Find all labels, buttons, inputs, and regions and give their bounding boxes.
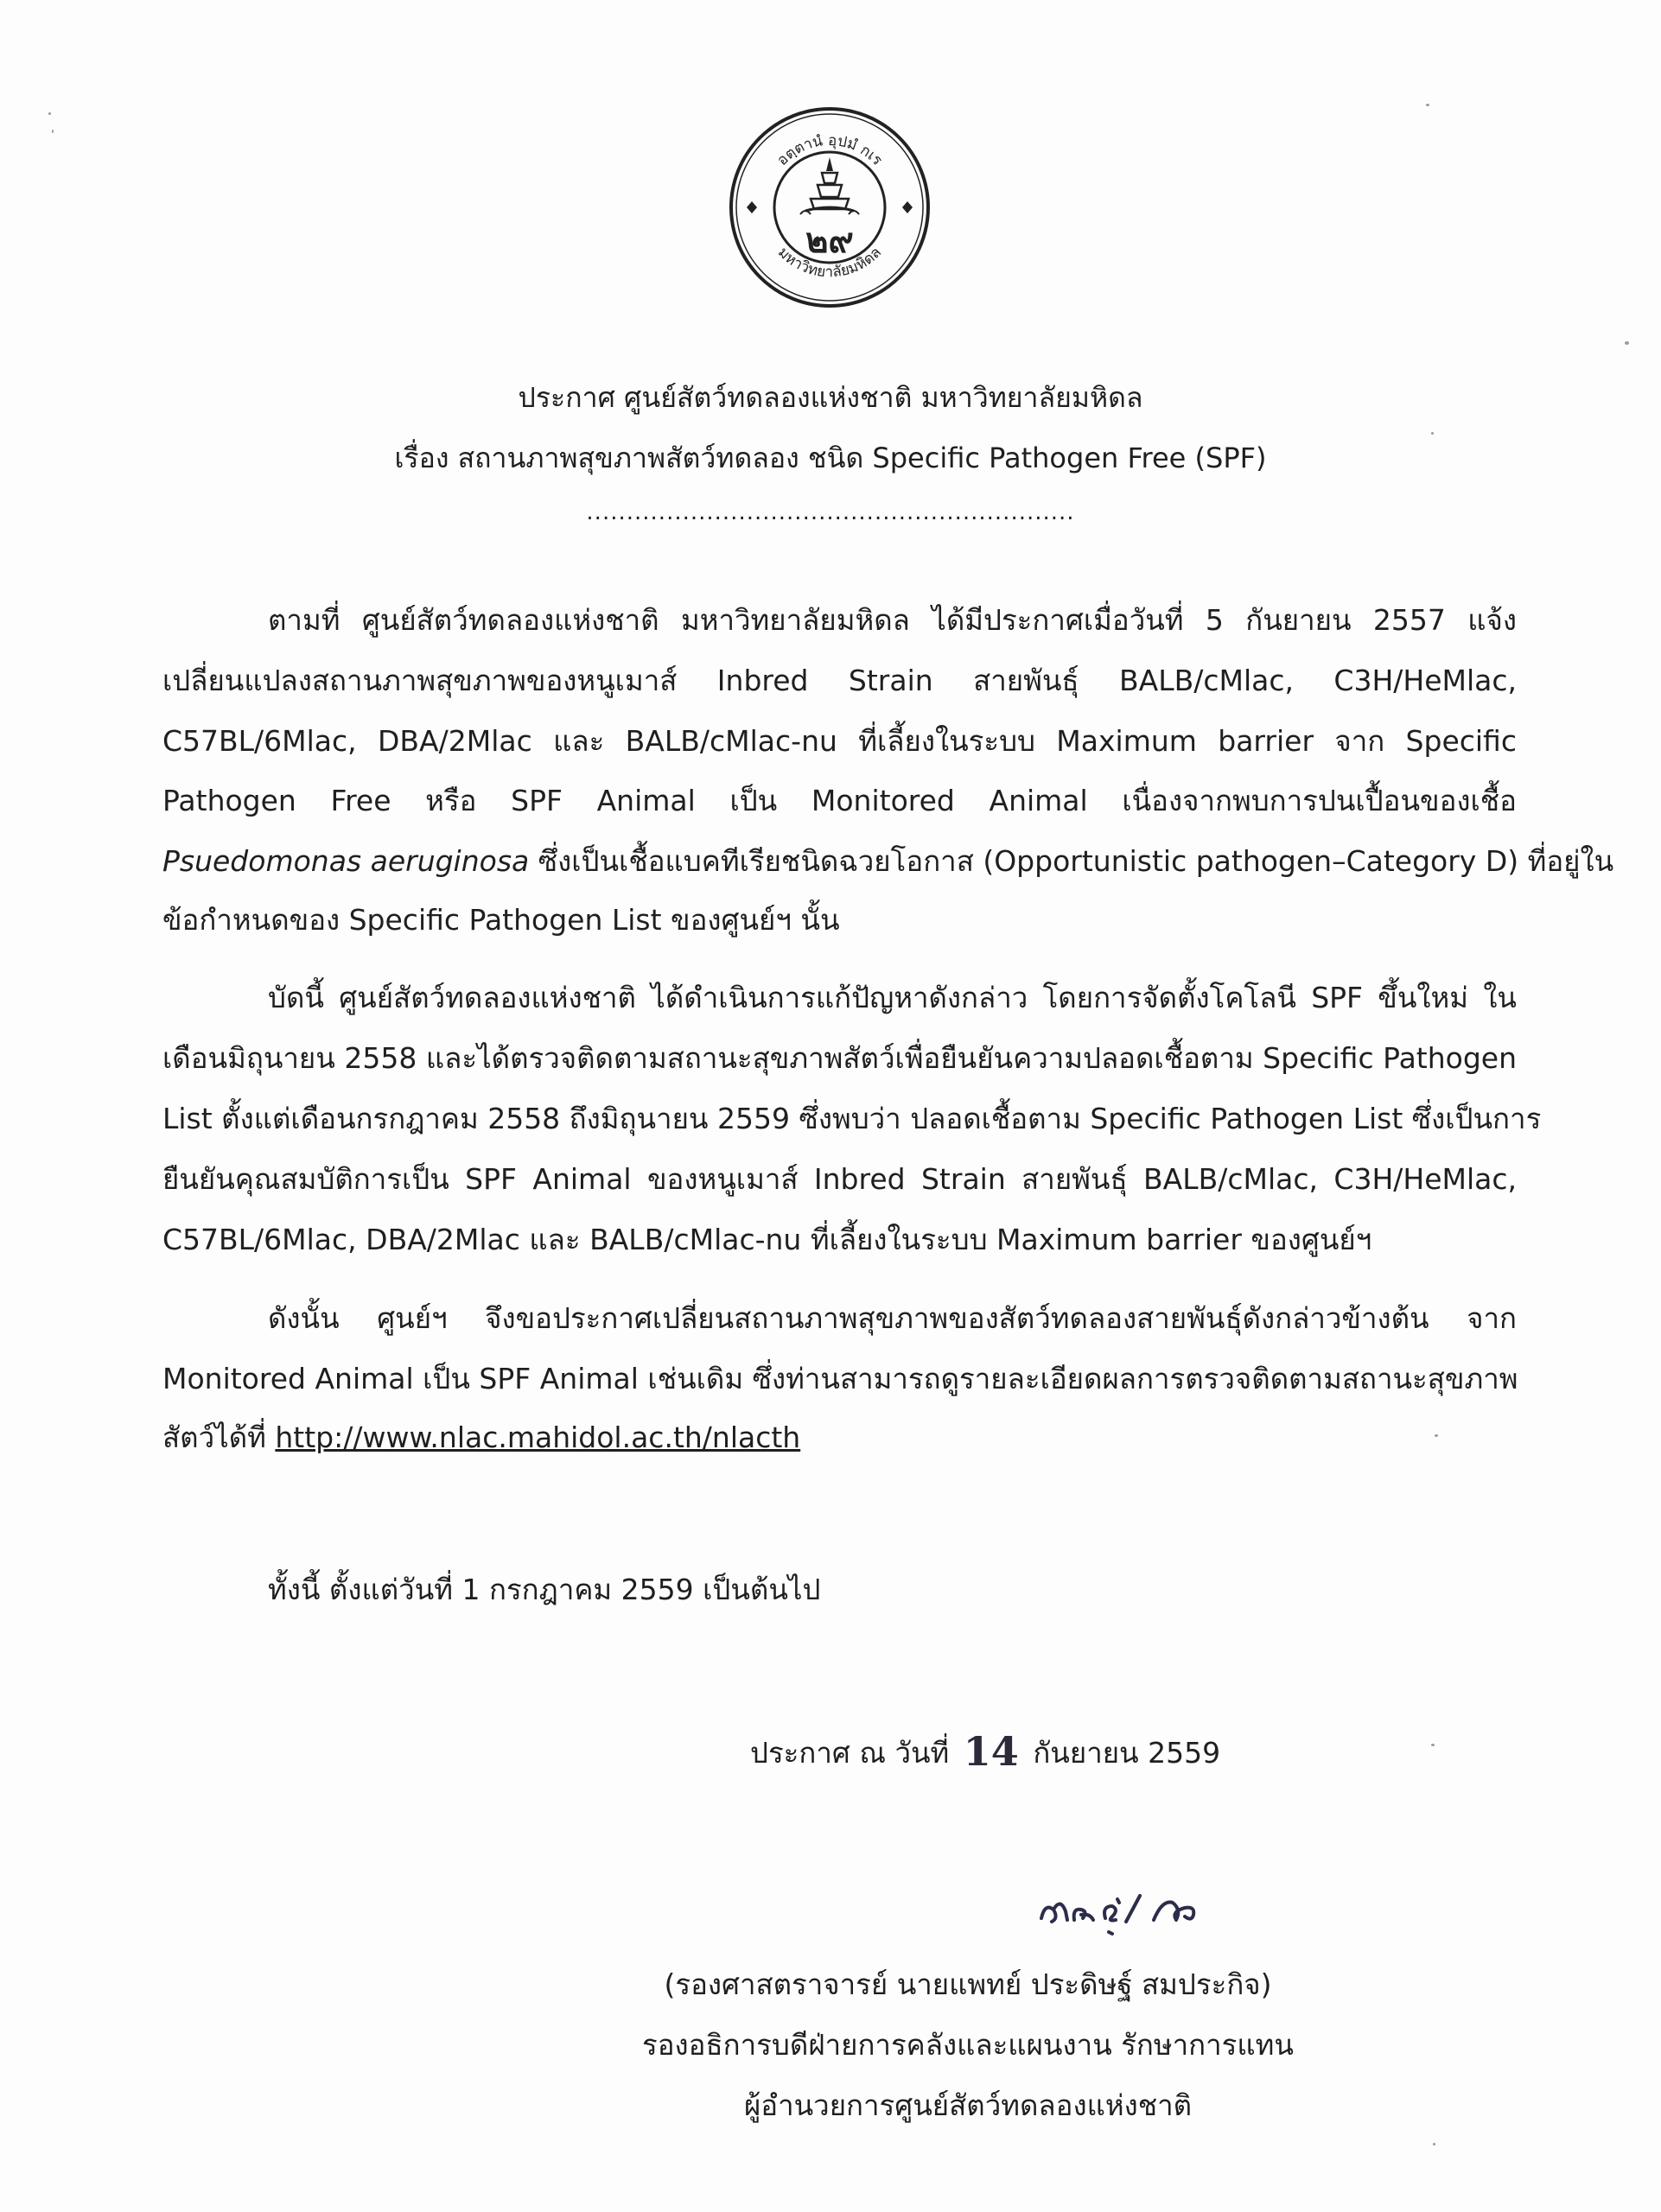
effective-date: ทั้งนี้ ตั้งแต่วันที่ 1 กรกฎาคม 2559 เป็นต้นไป [268, 1573, 821, 1606]
seal-emblem-icon [726, 104, 933, 311]
scan-speck [48, 112, 51, 115]
scan-speck [52, 130, 54, 133]
scan-speck [1433, 2143, 1435, 2145]
paragraph-1-line-5 [162, 844, 1614, 879]
paragraph-2-line-1: บัดนี้ ศูนย์สัตว์ทดลองแห่งชาติ ได้ดำเนินการแก้ปัญหาดังกล่าว โดยการจัดตั้งโคโลนี SPF ขึ้นใหม่ ใน [268, 981, 1517, 1014]
announcement-subject: เรื่อง สถานภาพสุขภาพสัตว์ทดลอง ชนิด Specific Pathogen Free (SPF) [394, 442, 1267, 474]
paragraph-3-line-3-prefix: สัตว์ได้ที่ [162, 1421, 276, 1454]
scan-speck [1431, 1744, 1435, 1746]
paragraph-1-line-6: ข้อกำหนดของ Specific Pathogen List ของศูนย์ฯ นั้น [162, 903, 840, 937]
header-divider: ............................................................. [586, 499, 1075, 525]
handwritten-signature [1033, 1858, 1292, 1953]
scan-speck [1435, 1434, 1438, 1437]
announcement-date-suffix: กันยายน 2559 [1033, 1736, 1221, 1770]
announcement-date-day: 14 [963, 1728, 1019, 1775]
signature-scribble-icon [1033, 1858, 1292, 1953]
announcement-date [750, 1728, 1220, 1776]
signatory-position: รองอธิการบดีฝ่ายการคลังและแผนงาน รักษาการแทน [642, 2028, 1294, 2062]
paragraph-1-line-2: เปลี่ยนแปลงสถานภาพสุขภาพของหนูเมาส์ Inbred Strain สายพันธุ์ BALB/cMlac, C3H/HeMlac, [162, 664, 1517, 697]
scan-speck [1625, 341, 1629, 345]
paragraph-1-line-3: C57BL/6Mlac, DBA/2Mlac และ BALB/cMlac-nu ที่เลี้ยงในระบบ Maximum barrier จาก Specific [162, 724, 1517, 758]
scan-speck [1431, 432, 1434, 435]
seal-motto-text: อตฺตานํ อุปมํ กเร [773, 131, 886, 169]
paragraph-2-line-4: ยืนยันคุณสมบัติการเป็น SPF Animal ของหนูเมาส์ Inbred Strain สายพันธุ์ BALB/cMlac, C3H/HeMlac, [162, 1162, 1517, 1196]
announcement-title: ประกาศ ศูนย์สัตว์ทดลองแห่งชาติ มหาวิทยาลัยมหิดล [518, 381, 1143, 414]
paragraph-2-line-5: C57BL/6Mlac, DBA/2Mlac และ BALB/cMlac-nu ที่เลี้ยงในระบบ Maximum barrier ของศูนย์ฯ [162, 1223, 1372, 1256]
nlac-website-link[interactable]: http://www.nlac.mahidol.ac.th/nlacth [275, 1421, 801, 1454]
scan-speck [1426, 104, 1429, 106]
paragraph-3-line-3 [162, 1421, 800, 1455]
signatory-name: (รองศาสตราจารย์ นายแพทย์ ประดิษฐ์ สมประกิจ) [664, 1967, 1272, 2001]
announcement-date-prefix: ประกาศ ณ วันที่ [750, 1736, 950, 1770]
paragraph-1-line-4: Pathogen Free หรือ SPF Animal เป็น Monitored Animal เนื่องจากพบการปนเปื้อนของเชื้อ [162, 784, 1517, 817]
seal-numeral-text: ๒๙ [805, 220, 854, 261]
university-seal [726, 104, 933, 311]
paragraph-2-line-3: List ตั้งแต่เดือนกรกฎาคม 2558 ถึงมิถุนายน 2559 ซึ่งพบว่า ปลอดเชื้อตาม Specific Pathogen List ซึ่งเป็นการ [162, 1102, 1542, 1135]
bacteria-name: Psuedomonas aeruginosa [162, 844, 530, 878]
paragraph-2-line-2: เดือนมิถุนายน 2558 และได้ตรวจติดตามสถานะสุขภาพสัตว์เพื่อยืนยันความปลอดเชื้อตาม Specific Pathogen [162, 1041, 1517, 1075]
paragraph-1-line-1: ตามที่ ศูนย์สัตว์ทดลองแห่งชาติ มหาวิทยาลัยมหิดล ได้มีประกาศเมื่อวันที่ 5 กันยายน 2557 แจ้ง [268, 603, 1517, 637]
seal-university-text: มหาวิทยาลัยมหิดล [773, 244, 886, 282]
paragraph-3-line-2: Monitored Animal เป็น SPF Animal เช่นเดิม ซึ่งท่านสามารถดูรายละเอียดผลการตรวจติดตามสถานะสุขภาพ [162, 1362, 1518, 1395]
paragraph-1-line-5-rest: ซึ่งเป็นเชื้อแบคทีเรียชนิดฉวยโอกาส (Opportunistic pathogen–Category D) ที่อยู่ใน [529, 844, 1614, 878]
paragraph-3-line-1: ดังนั้น ศูนย์ฯ จึงขอประกาศเปลี่ยนสถานภาพสุขภาพของสัตว์ทดลองสายพันธุ์ดังกล่าวข้างต้น จาก [268, 1301, 1517, 1335]
signatory-role: ผู้อำนวยการศูนย์สัตว์ทดลองแห่งชาติ [743, 2088, 1193, 2122]
